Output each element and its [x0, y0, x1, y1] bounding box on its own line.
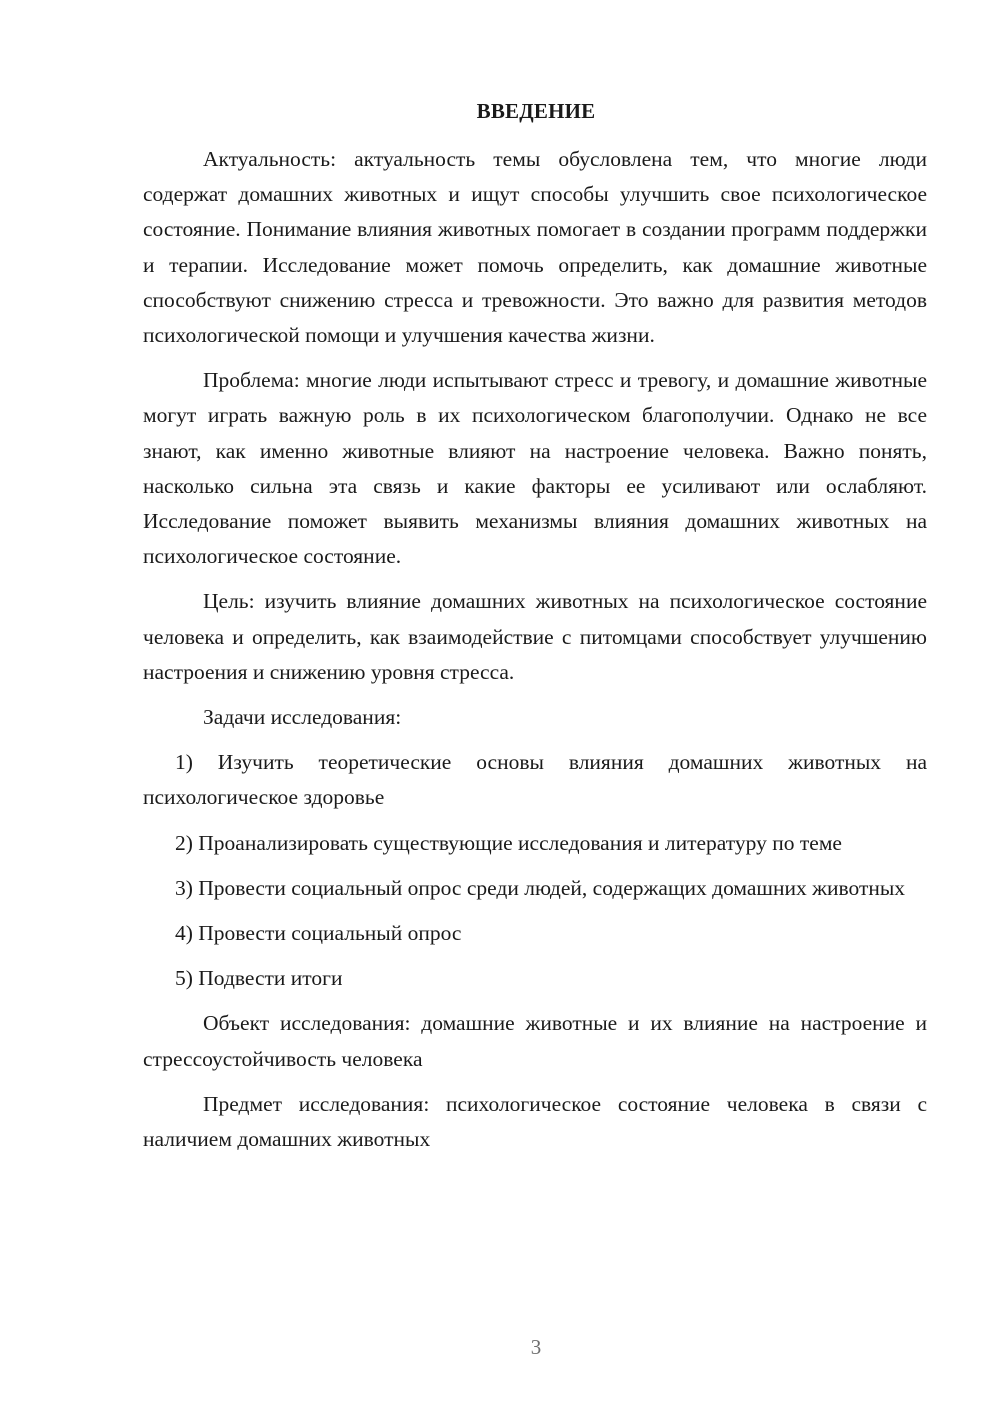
task-item-1: 1) Изучить теоретические основы влияния домашних животных на психологическое здоровье	[143, 750, 927, 810]
task-item-2: 2) Проанализировать существующие исследования и литературу по теме	[175, 830, 842, 855]
paragraph-problem: Проблема: многие люди испытывают стресс и тревогу, и домашние животные могут играть важную роль в их психологическом благополучии. Однако не все знают, как именно животные влияют на настроение человека. Важно понять, насколько сильна эта связь и какие факторы ее усиливают или ослабляют. Исследование поможет выявить механизмы влияния домашних животных на психологическое состояние.	[143, 368, 927, 569]
task-item-4: 4) Провести социальный опрос	[175, 921, 462, 946]
task-item-3: 3) Провести социальный опрос среди людей, содержащих домашних животных	[175, 875, 906, 900]
tasks-title: Задачи исследования:	[203, 705, 402, 730]
page-number: 3	[530, 1335, 542, 1359]
paragraph-relevance: Актуальность: актуальность темы обусловлена тем, что многие люди содержат домашних животных и ищут способы улучшить свое психологическое состояние. Понимание влияния животных помогает в создании программ поддержки и терапии. Исследование может помочь определить, как домашние животные способствуют снижению стресса и тревожности. Это важно для развития методов психологической помощи и улучшения качества жизни.	[143, 147, 927, 348]
document-body	[143, 142, 927, 1167]
paragraph-subject: Предмет исследования: психологическое состояние человека в связи с наличием домашних животных	[143, 1091, 927, 1152]
page-title: ВВЕДЕНИЕ	[476, 99, 596, 123]
paragraph-goal: Цель: изучить влияние домашних животных на психологическое состояние человека и определить, как взаимодействие с питомцами способствует улучшению настроения и снижению уровня стресса.	[143, 589, 927, 684]
task-item-5: 5) Подвести итоги	[175, 966, 343, 991]
paragraph-object: Объект исследования: домашние животные и их влияние на настроение и стрессоустойчивость человека	[143, 1011, 927, 1071]
